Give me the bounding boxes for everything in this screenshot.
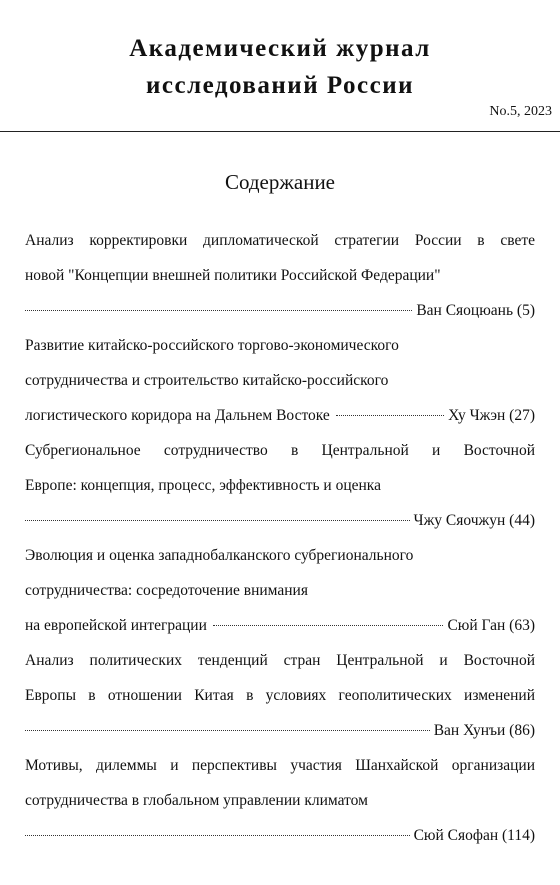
toc-entry-title-line: Развитие китайско-российского торгово-экономического — [25, 337, 399, 354]
toc-entry-byline — [25, 713, 535, 748]
toc-entry-byline — [25, 503, 535, 538]
journal-header — [0, 0, 560, 132]
journal-title-line1: Академический журнал — [129, 35, 431, 62]
toc-entry-author: Сюй Сяофан — [413, 827, 499, 844]
dot-leader — [213, 625, 444, 626]
toc-entry-title-line: новой "Концепции внешней политики Российской Федерации" — [25, 267, 441, 284]
toc-entry-page: (86) — [509, 722, 535, 739]
toc-list — [25, 223, 535, 853]
toc-entry-author: Сюй Ган — [447, 617, 506, 634]
toc-entry-page: (63) — [509, 617, 535, 634]
toc-entry-title-line: сотрудничества и строительство китайско-российского — [25, 372, 389, 389]
dot-leader — [336, 415, 444, 416]
dot-leader — [25, 730, 430, 731]
toc-entry-page: (5) — [516, 302, 535, 319]
toc-entry-6[interactable] — [25, 748, 535, 853]
toc-entry-title-line: Субрегиональное сотрудничество в Центральной и Восточной — [25, 442, 535, 459]
toc-entry-3[interactable] — [25, 433, 535, 538]
toc-entry-page: (27) — [509, 407, 535, 424]
toc-entry-byline — [25, 608, 535, 643]
toc-entry-title-line: Европе: концепция, процесс, эффективность и оценка — [25, 477, 381, 494]
toc-entry-author-page — [414, 818, 535, 853]
toc-entry-author-page — [447, 608, 535, 643]
toc-entry-4[interactable] — [25, 538, 535, 643]
toc-entry-title-line: Анализ корректировки дипломатической стратегии России в свете — [25, 232, 535, 249]
toc-entry-byline — [25, 818, 535, 853]
toc-heading: Содержание — [224, 170, 336, 194]
toc-entry-page: (44) — [509, 512, 535, 529]
toc-entry-title-line: сотрудничества: сосредоточение внимания — [25, 582, 308, 599]
toc-entry-author: Ху Чжэн — [448, 407, 506, 424]
toc-entry-byline — [25, 398, 535, 433]
toc-entry-byline — [25, 293, 535, 328]
dot-leader — [25, 310, 412, 311]
issue-label: No.5, 2023 — [489, 104, 552, 119]
toc-entry-1[interactable] — [25, 223, 535, 328]
toc-entry-author: Ван Сяоцюань — [416, 302, 514, 319]
toc-entry-author-page — [414, 503, 535, 538]
toc-entry-page: (114) — [502, 827, 535, 844]
toc-entry-author-page — [416, 293, 535, 328]
dot-leader — [25, 835, 410, 836]
toc-entry-title-line: логистического коридора на Дальнем Востоке — [25, 407, 330, 424]
toc-entry-title-line: Мотивы, дилеммы и перспективы участия Шанхайской организации — [25, 757, 535, 774]
journal-title — [0, 30, 560, 104]
toc-entry-author: Ван Хунъи — [433, 722, 506, 739]
toc-entry-title-line: сотрудничества в глобальном управлении климатом — [25, 792, 368, 809]
toc-entry-title-line: Анализ политических тенденций стран Центральной и Восточной — [25, 652, 535, 669]
toc-entry-title-line: Европы в отношении Китая в условиях геополитических изменений — [25, 687, 535, 704]
toc-entry-author-page — [434, 713, 535, 748]
toc-entry-author: Чжу Сяочжун — [413, 512, 506, 529]
toc-entry-author-page — [448, 398, 535, 433]
journal-title-line2: исследований России — [145, 72, 415, 99]
toc-entry-title-line: на европейской интеграции — [25, 617, 207, 634]
dot-leader — [25, 520, 410, 521]
toc-entry-title-line: Эволюция и оценка западнобалканского субрегионального — [25, 547, 414, 564]
toc-entry-5[interactable] — [25, 643, 535, 748]
toc-entry-2[interactable] — [25, 328, 535, 433]
